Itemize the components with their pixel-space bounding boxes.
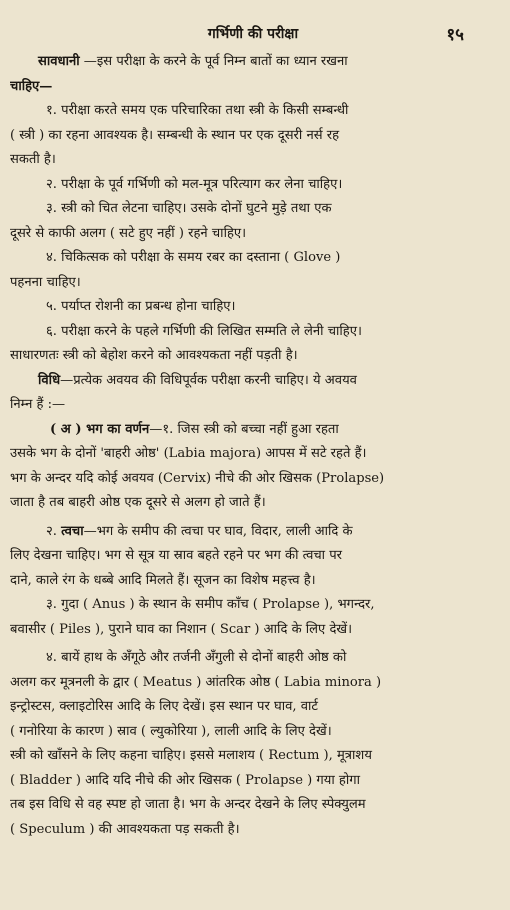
text-line (10, 695, 496, 720)
text-run: १. परीक्षा करते समय एक परिचारिका तथा स्त्री के किसी सम्बन्धी (46, 103, 349, 118)
text-line (10, 295, 496, 320)
text-run: पहनना चाहिए। (10, 274, 81, 290)
text-run: २. परीक्षा के पूर्व गर्भिणी को मल-मूत्र परित्याग कर लेना चाहिए। (46, 176, 343, 192)
text-run: तब इस विधि से वह स्पष्ट हो जाता है। भग के अन्दर देखने के लिए स्पेक्युलम (10, 797, 366, 812)
text-line (10, 769, 496, 794)
body-text (10, 50, 496, 842)
text-line (10, 148, 496, 173)
text-line (10, 569, 496, 594)
text-line (10, 222, 496, 247)
text-line (10, 671, 496, 696)
bold-run: त्वचा (61, 523, 84, 539)
text-run: बवासीर ( Piles ), पुराने घाव का निशान ( Scar ) आदि के लिए देखें। (10, 621, 353, 637)
text-run: —भग के समीप की त्वचा पर घाव, विदार, लाली आदि के (83, 523, 353, 539)
bold-run: सावधानी (38, 54, 80, 69)
text-line (10, 520, 496, 545)
text-run: ( Speculum ) की आवश्यकता पड़ सकती है। (10, 821, 240, 837)
bold-run: चाहिए— (10, 78, 53, 94)
text-line (10, 467, 496, 492)
text-line (10, 344, 496, 369)
bold-run: ( अ ) भग का वर्णन (50, 421, 150, 437)
text-run: ३. गुदा ( Anus ) के स्थान के समीप काँच ( Prolapse ), भगन्दर, (46, 597, 375, 612)
text-line (10, 50, 496, 75)
text-run: भग के अन्दर यदि कोई अवयव (Cervix) नीचे की ओर खिसक (Prolapse) (10, 470, 385, 486)
text-line (10, 491, 496, 516)
text-line (10, 197, 496, 222)
bold-run: विधि (38, 372, 61, 388)
text-line (10, 124, 496, 149)
text-run: स्त्री को खाँसने के लिए कहना चाहिए। इससे मलाशय ( Rectum ), मूत्राशय (10, 748, 372, 763)
text-line (10, 593, 496, 618)
text-run: उसके भग के दोनों 'बाहरी ओष्ठ' (Labia majora) आपस में सटे रहते हैं। (10, 446, 367, 461)
page-header (10, 10, 496, 44)
text-run: ४. बायें हाथ के अँगूठे और तर्जनी अँगुली से दोनों बाहरी ओष्ठ को (46, 650, 347, 665)
text-line (10, 393, 496, 418)
text-line (10, 271, 496, 296)
text-run: —प्रत्येक अवयव की विधिपूर्वक परीक्षा करनी चाहिए। ये अवयव (60, 372, 357, 388)
text-line (10, 320, 496, 345)
text-run: ( गनोरिया के कारण ) स्राव ( ल्युकोरिया ), लाली आदि के लिए देखें। (10, 723, 332, 739)
text-line (10, 418, 496, 443)
text-run: —इस परीक्षा के करने के पूर्व निम्न बातों का ध्यान रखना (79, 54, 348, 69)
text-line (10, 646, 496, 671)
text-run: ( Bladder ) आदि यदि नीचे की ओर खिसक ( Prolapse ) गया होगा (10, 772, 361, 788)
text-line (10, 618, 496, 643)
running-title: गर्भिणी की परीक्षा (207, 26, 299, 42)
text-line (10, 173, 496, 198)
text-run: २. (46, 523, 62, 539)
text-line (10, 246, 496, 271)
text-line (10, 793, 496, 818)
text-line (10, 99, 496, 124)
text-run: साधारणतः स्त्री को बेहोश करने को आवश्यकता नहीं पड़ती है। (10, 348, 298, 363)
text-run: ( स्त्री ) का रहना आवश्यक है। सम्बन्धी के स्थान पर एक दूसरी नर्स रह (10, 127, 340, 143)
text-line (10, 720, 496, 745)
page-number: १५ (446, 25, 464, 45)
text-run: दूसरे से काफी अलग ( सटे हुए नहीं ) रहने चाहिए। (10, 225, 247, 241)
text-run: लिए देखना चाहिए। भग से सूत्र या स्राव बहते रहने पर भग की त्वचा पर (10, 548, 343, 563)
text-run: इन्ट्रोस्टस, क्लाइटोरिस आदि के लिए देखें। इस स्थान पर घाव, वार्ट (10, 699, 318, 714)
text-line (10, 442, 496, 467)
text-line (10, 744, 496, 769)
text-run: निम्न हैं :— (10, 397, 66, 412)
text-run: दाने, काले रंग के धब्बे आदि मिलते हैं। सूजन का विशेष महत्त्व है। (10, 572, 316, 588)
text-run: ३. स्त्री को चित लेटना चाहिए। उसके दोनों घुटने मुड़े तथा एक (46, 201, 332, 216)
text-run: —१. जिस स्त्री को बच्चा नहीं हुआ रहता (149, 421, 339, 437)
text-run: ४. चिकित्सक को परीक्षा के समय रबर का दस्ताना ( Glove ) (46, 250, 341, 265)
text-line (10, 369, 496, 394)
text-run: सकती है। (10, 152, 56, 167)
text-run: जाता है तब बाहरी ओष्ठ एक दूसरे से अलग हो जाते हैं। (10, 495, 266, 510)
text-line (10, 75, 496, 100)
text-line (10, 818, 496, 843)
text-line (10, 544, 496, 569)
text-run: अलग कर मूत्रनली के द्वार ( Meatus ) आंतरिक ओष्ठ ( Labia minora ) (10, 674, 382, 690)
text-run: ६. परीक्षा करने के पहले गर्भिणी की लिखित सम्मति ले लेनी चाहिए। (46, 323, 362, 339)
text-run: ५. पर्याप्त रोशनी का प्रबन्ध होना चाहिए। (46, 299, 236, 314)
